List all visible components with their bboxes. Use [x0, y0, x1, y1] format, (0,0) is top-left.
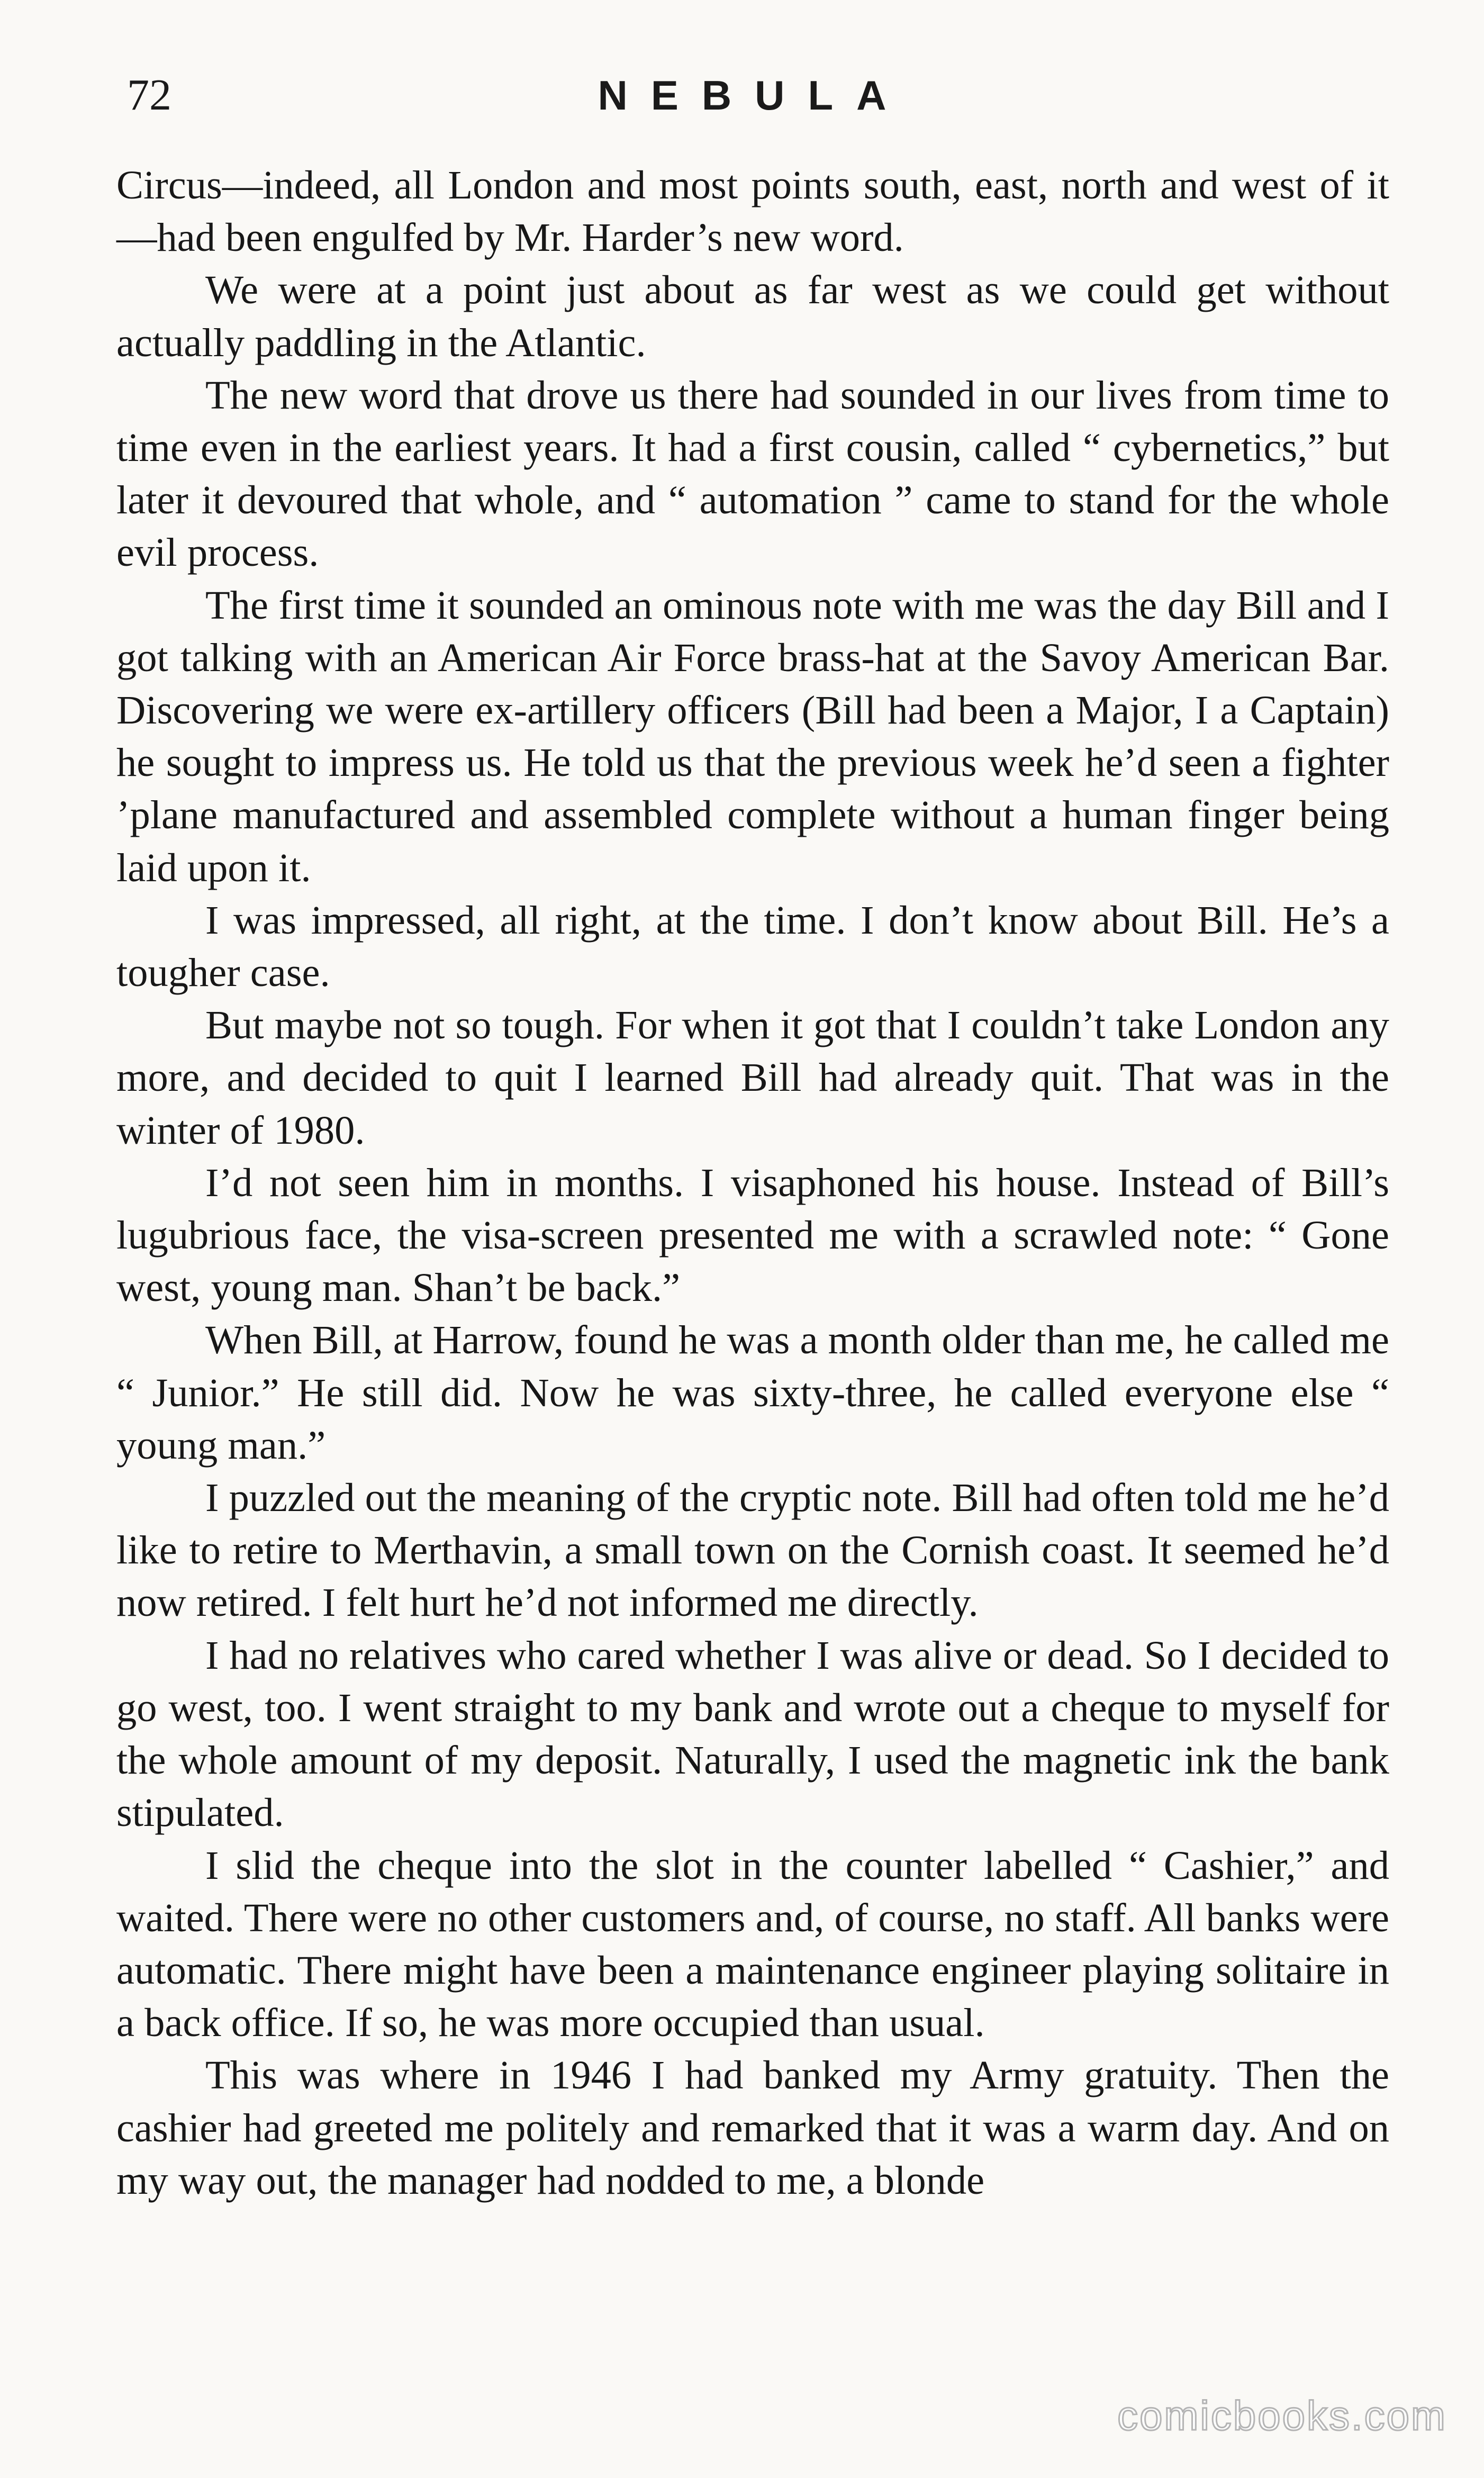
watermark: comicbooks.com — [1117, 2392, 1447, 2439]
paragraph: I slid the cheque into the slot in the counter labelled “ Cashier,” and waited. There were no other customers and, of course, no staff. All banks were automatic. There might have been a maintenance engineer playing solitaire in a back office. If so, he was more occupied than usual. — [116, 1842, 1389, 2046]
running-title: NEBULA — [598, 72, 910, 119]
paragraph: The first time it sounded an ominous note with me was the day Bill and I got talking with an American Air Force brass-hat at the Savoy American Bar. Discovering we were ex-artillery officers (Bill had been a Major, I a Captain) he sought to impress us. He told us that the previous week he’d seen a fighter ’plane manufactured and assembled complete without a human finger being laid upon it. — [116, 582, 1389, 890]
paragraph: I was impressed, all right, at the time. I don’t know about Bill. He’s a tougher case. — [116, 897, 1389, 996]
body-text — [116, 159, 1389, 2206]
paragraph: Circus—indeed, all London and most points south, east, north and west of it—had been engulfed by Mr. Harder’s new word. — [116, 162, 1389, 260]
paragraph: I’d not seen him in months. I visaphoned his house. Instead of Bill’s lugubrious face, the visa-screen presented me with a scrawled note: “ Gone west, young man. Shan’t be back.” — [116, 1160, 1389, 1310]
paragraph: We were at a point just about as far west as we could get without actually paddling in the Atlantic. — [116, 267, 1389, 365]
running-head — [0, 66, 1484, 124]
paragraph: I puzzled out the meaning of the cryptic note. Bill had often told me he’d like to retire to Merthavin, a small town on the Cornish coast. It seemed he’d now retired. I felt hurt he’d not informed me directly. — [116, 1475, 1389, 1625]
paragraph: But maybe not so tough. For when it got that I couldn’t take London any more, and decided to quit I learned Bill had already quit. That was in the winter of 1980. — [116, 1002, 1389, 1153]
paragraph: I had no relatives who cared whether I was alive or dead. So I decided to go west, too. I went straight to my bank and wrote out a cheque to myself for the whole amount of my deposit. Naturally, I used the magnetic ink the bank stipulated. — [116, 1632, 1389, 1835]
page-number: 72 — [127, 70, 171, 120]
paragraph: This was where in 1946 I had banked my Army gratuity. Then the cashier had greeted me politely and remarked that it was a warm day. And on my way out, the manager had nodded to me, a blonde — [116, 2052, 1389, 2203]
paragraph: When Bill, at Harrow, found he was a month older than me, he called me “ Junior.” He still did. Now he was sixty-three, he called everyone else “ young man.” — [116, 1317, 1389, 1468]
paragraph: The new word that drove us there had sounded in our lives from time to time even in the earliest years. It had a first cousin, called “ cybernetics,” but later it devoured that whole, and “ automation ” came to stand for the whole evil process. — [116, 372, 1389, 575]
